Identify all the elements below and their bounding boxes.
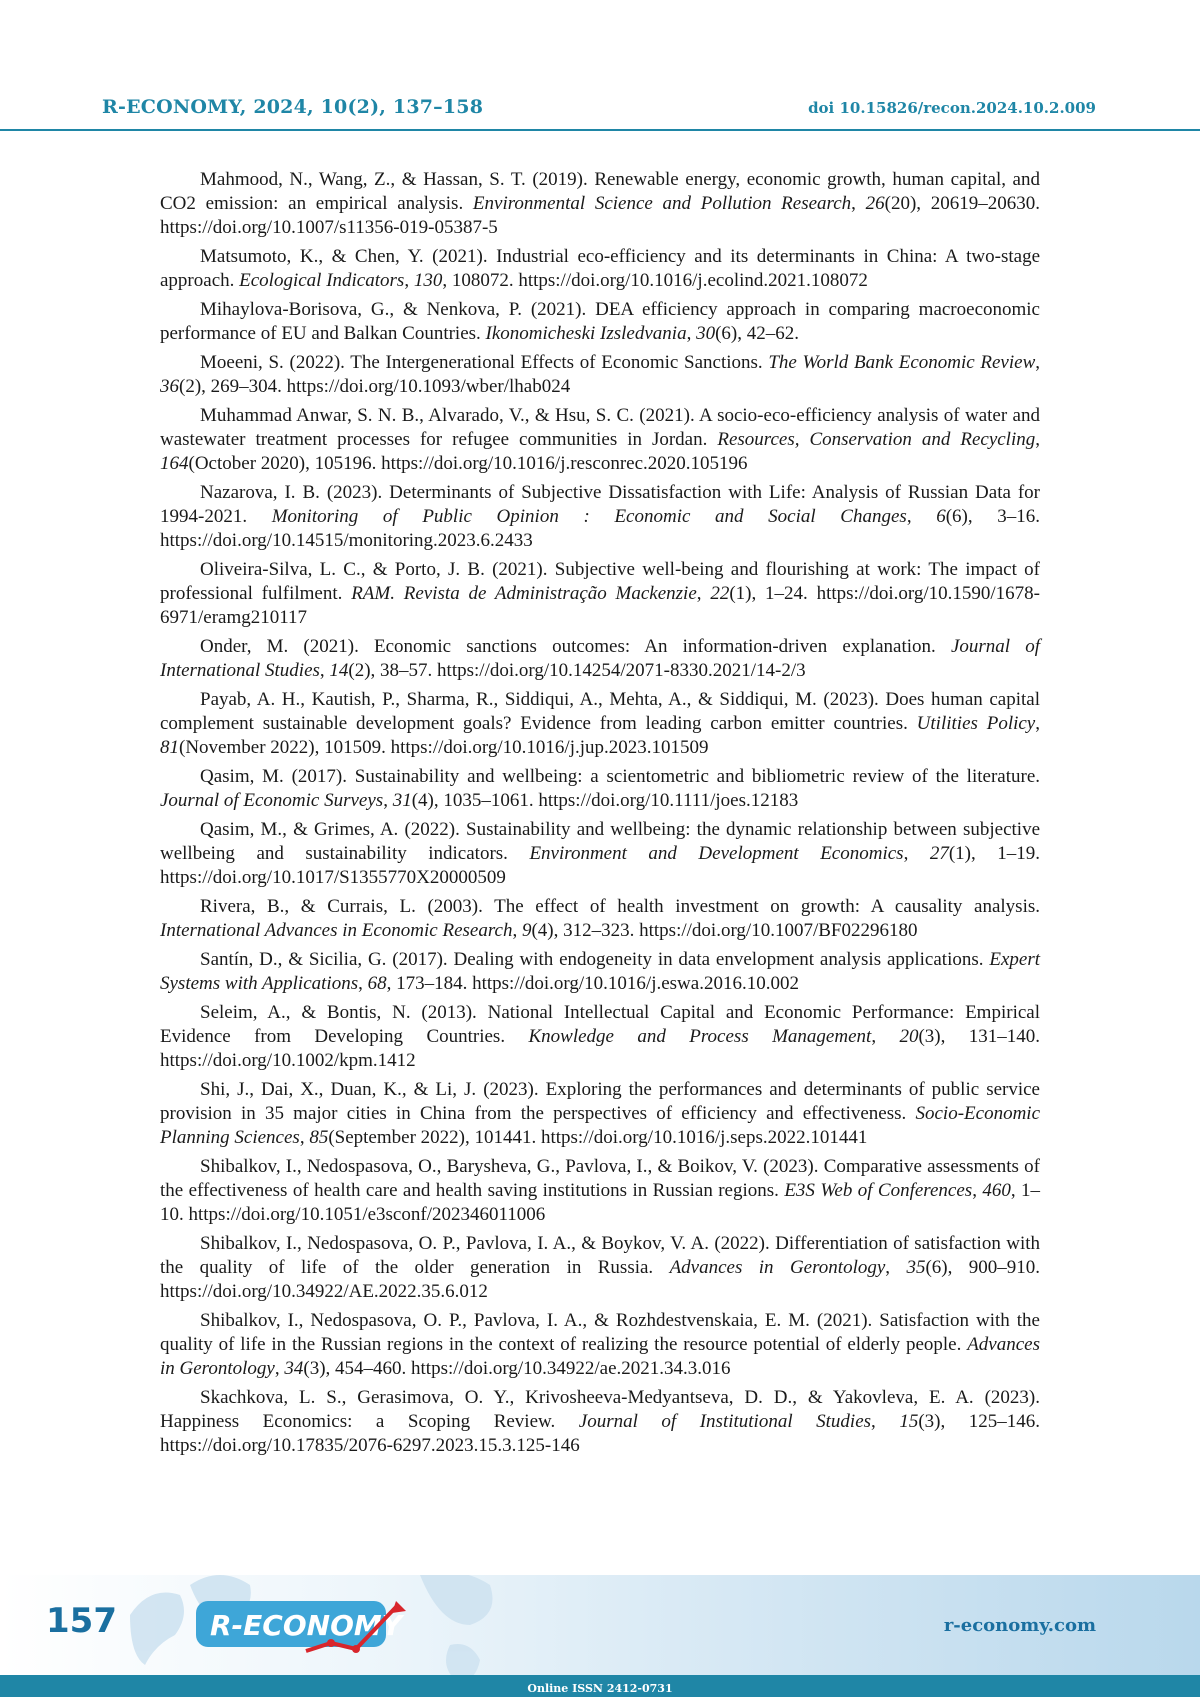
reference-vol: 14 xyxy=(329,660,348,681)
reference-pre: Muhammad Anwar, S. N. B., Alvarado, V., & Hsu, S. C. (2021). A socio-eco-efficiency analysis of water and wastewater treatment processes for refugee communities in Jordan. xyxy=(160,405,1040,450)
reference-journal: Resources, Conservation and Recycling xyxy=(717,429,1035,450)
reference-entry xyxy=(160,688,1040,760)
reference-mid: , xyxy=(320,660,330,681)
page-footer xyxy=(0,1575,1200,1697)
reference-post: (6), 900–910. https://doi.org/10.34922/AE.2022.35.6.012 xyxy=(160,1257,1040,1302)
reference-pre: Skachkova, L. S., Gerasimova, O. Y., Krivosheeva-Medyantseva, D. D., & Yakovleva, E. A. (2023). Happiness Economics: a Scoping Review. xyxy=(160,1387,1040,1432)
reference-post: (November 2022), 101509. https://doi.org/10.1016/j.jup.2023.101509 xyxy=(179,737,709,758)
reference-entry xyxy=(160,1232,1040,1304)
reference-post: (1), 1–19. https://doi.org/10.1017/S1355770X20000509 xyxy=(160,843,1040,888)
reference-pre: Shibalkov, I., Nedospasova, O., Barysheva, G., Pavlova, I., & Boikov, V. (2023). Comparative assessments of the effectiveness of health care and health saving institutions in Russian regions. xyxy=(160,1156,1040,1201)
reference-entry xyxy=(160,351,1040,399)
reference-mid: , xyxy=(300,1127,310,1148)
reference-pre: Mahmood, N., Wang, Z., & Hassan, S. T. (2019). Renewable energy, economic growth, human capital, and CO2 emission: an empirical analysis. xyxy=(160,169,1040,214)
reference-pre: Mihaylova-Borisova, G., & Nenkova, P. (2021). DEA efficiency approach in comparing macroeconomic performance of EU and Balkan Countries. xyxy=(160,299,1040,344)
reference-entry xyxy=(160,558,1040,630)
reference-journal: International Advances in Economic Research xyxy=(160,920,512,941)
reference-pre: Shibalkov, I., Nedospasova, O. P., Pavlova, I. A., & Boykov, V. A. (2022). Differentiation of satisfaction with the quality of life of the older generation in Russia. xyxy=(160,1233,1040,1278)
reference-vol: 27 xyxy=(930,843,949,864)
reference-post: (4), 1035–1061. https://doi.org/10.1111/joes.12183 xyxy=(412,790,799,811)
r-economy-logo xyxy=(196,1597,416,1653)
reference-entry xyxy=(160,895,1040,943)
reference-mid: , xyxy=(885,1257,906,1278)
reference-post: , 173–184. https://doi.org/10.1016/j.eswa.2016.10.002 xyxy=(387,973,799,994)
reference-post: (20), 20619–20630. https://doi.org/10.1007/s11356-019-05387-5 xyxy=(160,193,1040,238)
reference-entry xyxy=(160,948,1040,996)
reference-journal: Journal of Economic Surveys xyxy=(160,790,383,811)
reference-vol: 68 xyxy=(368,973,387,994)
reference-mid: , xyxy=(871,1411,899,1432)
reference-mid: , xyxy=(1035,352,1040,373)
reference-entry xyxy=(160,245,1040,293)
reference-vol: 9 xyxy=(522,920,532,941)
website-link[interactable]: r-economy.com xyxy=(944,1615,1096,1636)
reference-vol: 26 xyxy=(866,193,885,214)
reference-journal: Ecological Indicators xyxy=(239,270,404,291)
reference-pre: Oliveira-Silva, L. C., & Porto, J. B. (2021). Subjective well-being and flourishing at work: The impact of professional fulfilment. xyxy=(160,559,1040,604)
reference-pre: Moeeni, S. (2022). The Intergenerational Effects of Economic Sanctions. xyxy=(200,352,768,373)
reference-mid: , xyxy=(275,1358,285,1379)
reference-mid: , xyxy=(907,506,936,527)
reference-vol: 130 xyxy=(414,270,443,291)
reference-entry xyxy=(160,1155,1040,1227)
reference-vol: 6 xyxy=(936,506,946,527)
reference-pre: Santín, D., & Sicilia, G. (2017). Dealing with endogeneity in data envelopment analysis applications. xyxy=(200,949,989,970)
reference-entry xyxy=(160,1001,1040,1073)
reference-entry xyxy=(160,298,1040,346)
reference-mid: , xyxy=(904,843,930,864)
reference-journal: Expert Systems with Applications xyxy=(160,949,1040,994)
reference-pre: Onder, M. (2021). Economic sanctions outcomes: An information-driven explanation. xyxy=(200,636,951,657)
reference-journal: Advances in Gerontology xyxy=(160,1334,1040,1379)
reference-post: , 1–10. https://doi.org/10.1051/e3sconf/202346011006 xyxy=(160,1180,1040,1225)
reference-post: (1), 1–24. https://doi.org/10.1590/1678-6971/eramg210117 xyxy=(160,583,1040,628)
reference-journal: The World Bank Economic Review xyxy=(768,352,1035,373)
reference-post: (September 2022), 101441. https://doi.org/10.1016/j.seps.2022.101441 xyxy=(328,1127,867,1148)
reference-pre: Qasim, M. (2017). Sustainability and wellbeing: a scientometric and bibliometric review of the literature. xyxy=(200,766,1040,787)
reference-vol: 460 xyxy=(982,1180,1011,1201)
reference-list xyxy=(160,168,1040,1463)
reference-mid: , xyxy=(697,583,711,604)
reference-post: (2), 269–304. https://doi.org/10.1093/wber/lhab024 xyxy=(179,376,570,397)
reference-vol: 15 xyxy=(899,1411,918,1432)
reference-entry xyxy=(160,635,1040,683)
reference-entry xyxy=(160,1386,1040,1458)
reference-post: (3), 125–146. https://doi.org/10.17835/2076-6297.2023.15.3.125-146 xyxy=(160,1411,1040,1456)
reference-journal: Monitoring of Public Opinion : Economic and Social Changes xyxy=(272,506,907,527)
reference-entry xyxy=(160,481,1040,553)
reference-mid: , xyxy=(687,323,697,344)
reference-journal: Environmental Science and Pollution Research xyxy=(473,193,851,214)
reference-vol: 164 xyxy=(160,453,189,474)
reference-journal: Environment and Development Economics xyxy=(529,843,903,864)
reference-vol: 20 xyxy=(899,1026,918,1047)
reference-mid: , xyxy=(383,790,393,811)
online-issn: Online ISSN 2412-0731 xyxy=(0,1682,1200,1695)
reference-pre: Shi, J., Dai, X., Duan, K., & Li, J. (2023). Exploring the performances and determinants of public service provision in 35 major cities in China from the perspectives of efficiency and effectiveness. xyxy=(160,1079,1040,1124)
reference-pre: Matsumoto, K., & Chen, Y. (2021). Industrial eco-efficiency and its determinants in China: A two-stage approach. xyxy=(160,246,1040,291)
page-number: 157 xyxy=(46,1601,117,1641)
reference-mid: , xyxy=(404,270,414,291)
reference-vol: 30 xyxy=(696,323,715,344)
reference-post: (6), 3–16. https://doi.org/10.14515/monitoring.2023.6.2433 xyxy=(160,506,1040,551)
reference-mid: , xyxy=(851,193,865,214)
reference-post: , 108072. https://doi.org/10.1016/j.ecolind.2021.108072 xyxy=(442,270,868,291)
reference-vol: 34 xyxy=(284,1358,303,1379)
reference-journal: Knowledge and Process Management xyxy=(528,1026,871,1047)
reference-journal: Journal of Institutional Studies xyxy=(579,1411,871,1432)
reference-entry xyxy=(160,1309,1040,1381)
reference-entry xyxy=(160,818,1040,890)
reference-entry xyxy=(160,1078,1040,1150)
reference-post: (6), 42–62. xyxy=(715,323,799,344)
reference-journal: RAM. Revista de Administração Mackenzie xyxy=(351,583,697,604)
reference-journal: Socio-Economic Planning Sciences xyxy=(160,1103,1040,1148)
reference-journal: Ikonomicheski Izsledvania xyxy=(486,323,687,344)
logo-text: R-ECONOMY xyxy=(210,1609,405,1642)
reference-entry xyxy=(160,404,1040,476)
reference-pre: Nazarova, I. B. (2023). Determinants of Subjective Dissatisfaction with Life: Analysis of Russian Data for 1994-2021. xyxy=(160,482,1040,527)
reference-vol: 85 xyxy=(309,1127,328,1148)
reference-vol: 81 xyxy=(160,737,179,758)
reference-vol: 22 xyxy=(710,583,729,604)
reference-mid: , xyxy=(972,1180,982,1201)
reference-post: (4), 312–323. https://doi.org/10.1007/BF02296180 xyxy=(531,920,917,941)
reference-pre: Seleim, A., & Bontis, N. (2013). National Intellectual Capital and Economic Performance: Empirical Evidence from Developing Countries. xyxy=(160,1002,1040,1047)
reference-vol: 36 xyxy=(160,376,179,397)
reference-post: (2), 38–57. https://doi.org/10.14254/2071-8330.2021/14-2/3 xyxy=(348,660,805,681)
reference-vol: 31 xyxy=(393,790,412,811)
reference-entry xyxy=(160,765,1040,813)
journal-citation: R-ECONOMY, 2024, 10(2), 137–158 xyxy=(102,96,483,118)
reference-journal: Utilities Policy xyxy=(917,713,1036,734)
reference-mid: , xyxy=(1035,713,1040,734)
reference-mid: , xyxy=(512,920,522,941)
header-rule xyxy=(0,129,1200,131)
reference-mid: , xyxy=(871,1026,899,1047)
reference-mid: , xyxy=(1035,429,1040,450)
reference-journal: Journal of International Studies xyxy=(160,636,1040,681)
reference-post: (October 2020), 105196. https://doi.org/10.1016/j.resconrec.2020.105196 xyxy=(189,453,748,474)
article-doi: doi 10.15826/recon.2024.10.2.009 xyxy=(808,99,1096,117)
reference-mid: , xyxy=(358,973,368,994)
reference-pre: Rivera, B., & Currais, L. (2003). The effect of health investment on growth: A causality analysis. xyxy=(200,896,1040,917)
reference-journal: E3S Web of Conferences xyxy=(784,1180,972,1201)
reference-pre: Qasim, M., & Grimes, A. (2022). Sustainability and wellbeing: the dynamic relationship between subjective wellbeing and sustainability indicators. xyxy=(160,819,1040,864)
reference-entry xyxy=(160,168,1040,240)
reference-vol: 35 xyxy=(906,1257,925,1278)
reference-post: (3), 131–140. https://doi.org/10.1002/kpm.1412 xyxy=(160,1026,1040,1071)
reference-pre: Payab, A. H., Kautish, P., Sharma, R., Siddiqui, A., Mehta, A., & Siddiqui, M. (2023). Does human capital complement sustainable development goals? Evidence from leading carbon emitter countries. xyxy=(160,689,1040,734)
reference-pre: Shibalkov, I., Nedospasova, O. P., Pavlova, I. A., & Rozhdestvenskaia, E. M. (2021). Satisfaction with the quality of life in the Russian regions in the context of realizing the resource potential of elderly people. xyxy=(160,1310,1040,1355)
page-header xyxy=(0,0,1200,132)
reference-post: (3), 454–460. https://doi.org/10.34922/ae.2021.34.3.016 xyxy=(303,1358,730,1379)
reference-journal: Advances in Gerontology xyxy=(670,1257,886,1278)
